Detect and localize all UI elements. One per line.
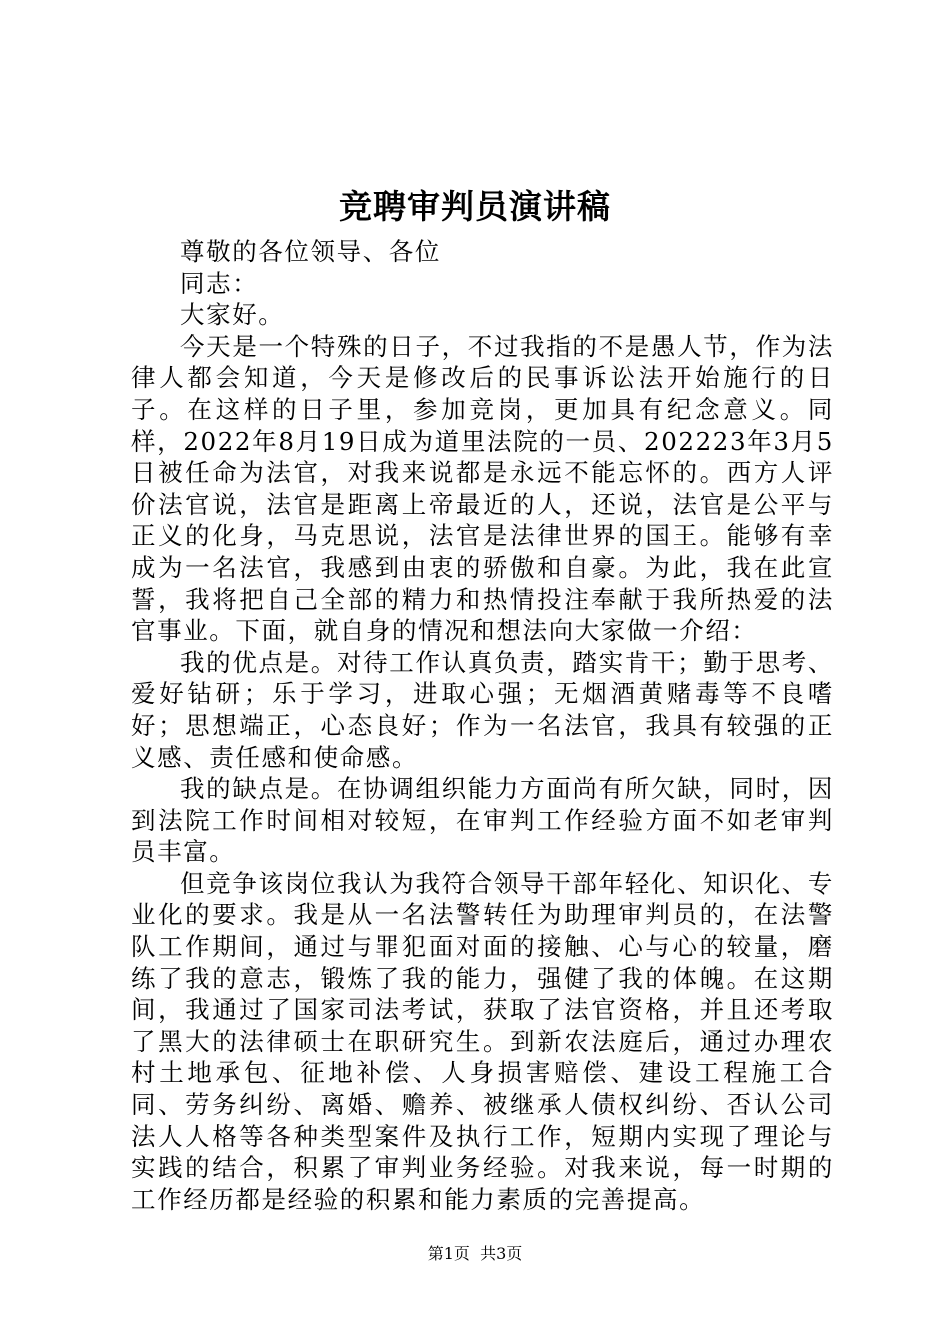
page-number: 第1页 xyxy=(427,1244,470,1263)
salutation-line-1: 尊敬的各位领导、各位 xyxy=(180,237,441,266)
document-title: 竞聘审判员演讲稿 xyxy=(339,187,611,226)
document-body xyxy=(131,236,834,1215)
paragraph-qualifications: 但竞争该岗位我认为我符合领导干部年轻化、知识化、专业化的要求。我是从一名法警转任为助理审判员的，在法警队工作期间，通过与罪犯面对面的接触、心与心的较量，磨练了我的意志，锻炼了我的能力，强健了我的体魄。在这期间，我通过了国家司法考试，获取了法官资格，并且还考取了黑大的法律硕士在职研究生。到新农法庭后，通过办理农村土地承包、征地补偿、人身损害赔偿、建设工程施工合同、劳务纠纷、离婚、赡养、被继承人债权纠纷、否认公司法人人格等各种类型案件及执行工作，短期内实现了理论与实践的结合，积累了审判业务经验。对我来说，每一时期的工作经历都是经验的积累和能力素质的完善提高。 xyxy=(131,868,834,1214)
paragraph-weaknesses: 我的缺点是。在协调组织能力方面尚有所欠缺，同时，因到法院工作时间相对较短，在审判工作经验方面不如老审判员丰富。 xyxy=(131,774,834,867)
page-footer xyxy=(0,1243,950,1265)
greeting: 大家好。 xyxy=(180,300,285,330)
paragraph-strengths: 我的优点是。对待工作认真负责，踏实肯干；勤于思考、爱好钻研；乐于学习，进取心强；无烟酒黄赌毒等不良嗜好；思想端正，心态良好；作为一名法官，我具有较强的正义感、责任感和使命感。 xyxy=(131,647,834,772)
page-total: 共3页 xyxy=(480,1244,523,1263)
salutation-line-2: 同志： xyxy=(180,268,259,298)
paragraph-intro: 今天是一个特殊的日子，不过我指的不是愚人节，作为法律人都会知道，今天是修改后的民事诉讼法开始施行的日子。在这样的日子里，参加竞岗，更加具有纪念意义。同样，2022年8月19日成为道里法院的一员、202223年3月5日被任命为法官，对我来说都是永远不能忘怀的。西方人评价法官说，法官是距离上帝最近的人，还说，法官是公平与正义的化身，马克思说，法官是法律世界的国王。能够有幸成为一名法官，我感到由衷的骄傲和自豪。为此，我在此宣誓，我将把自己全部的精力和热情投注奉献于我所热爱的法官事业。下面，就自身的情况和想法向大家做一介绍： xyxy=(131,331,834,646)
